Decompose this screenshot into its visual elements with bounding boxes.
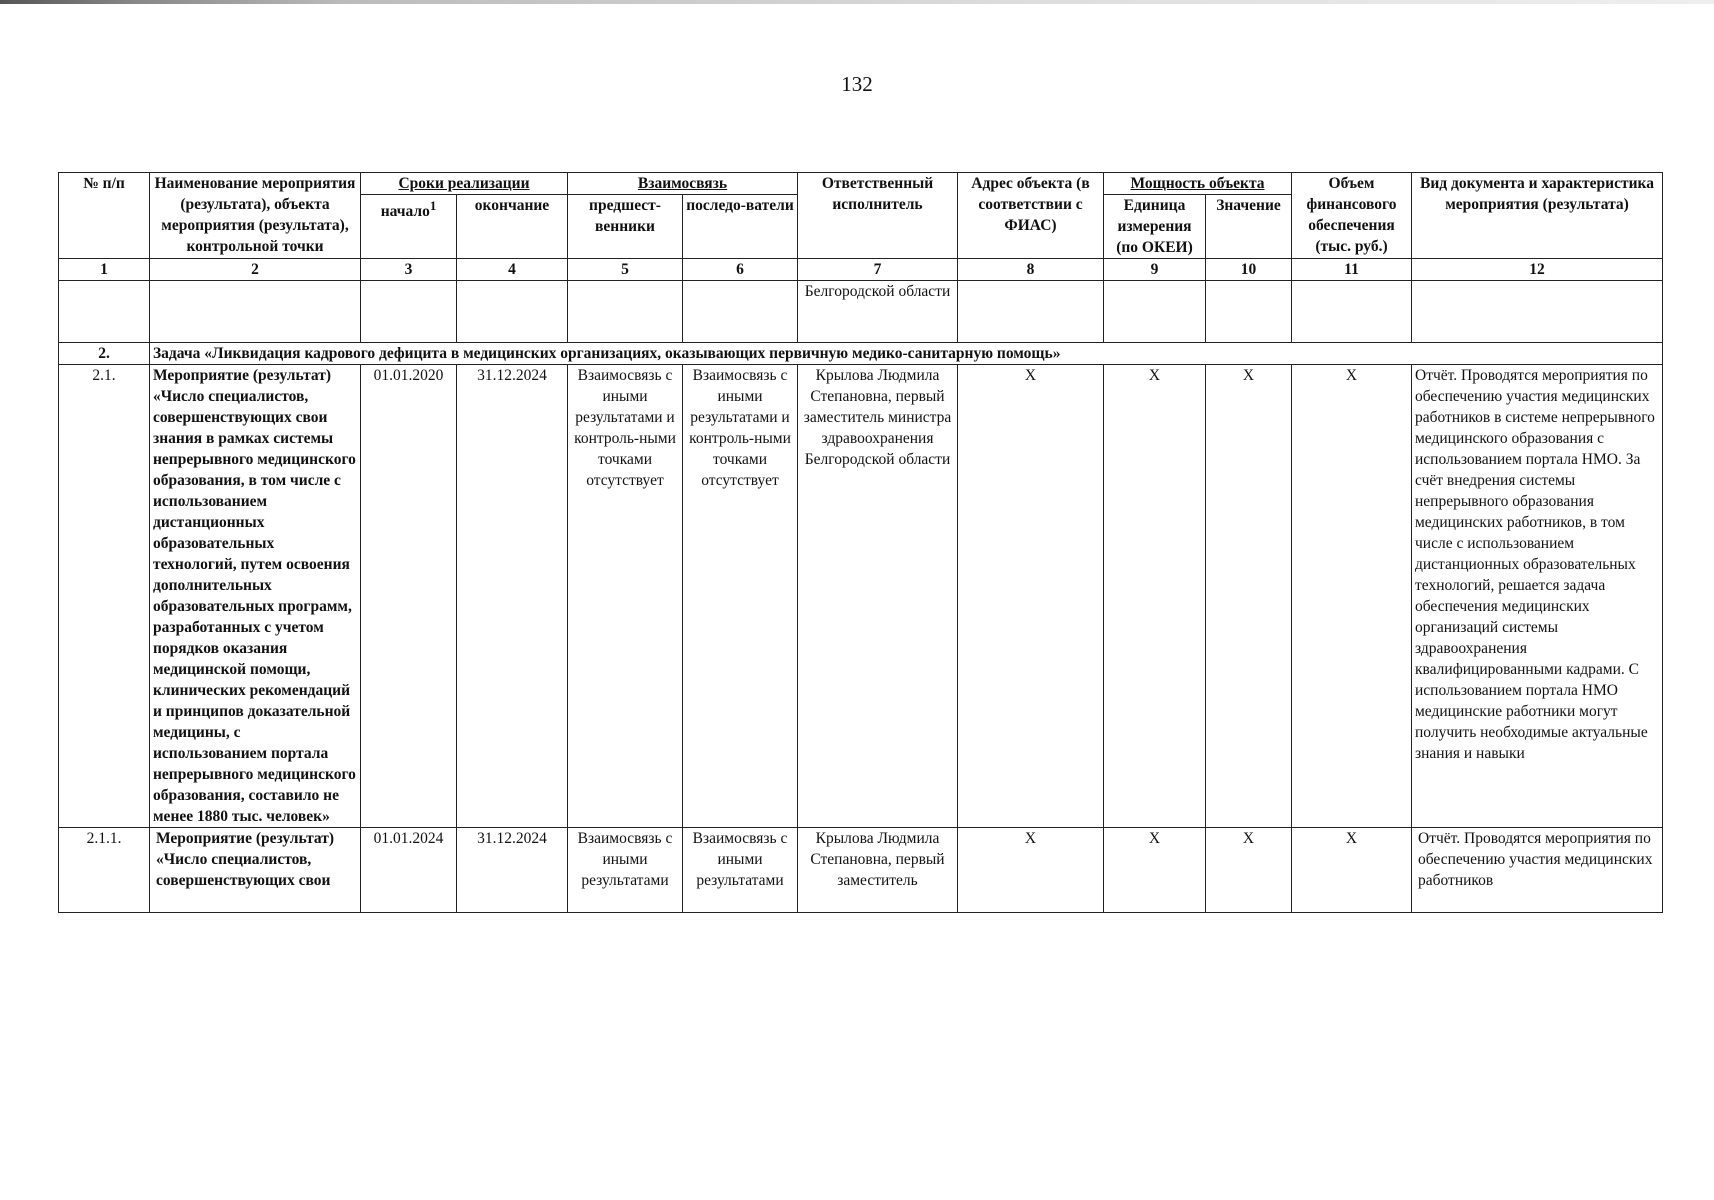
header-doc-type: Вид документа и характеристика мероприятия (результата)	[1412, 173, 1663, 259]
column-number-row	[59, 259, 1663, 281]
activities-table	[58, 172, 1663, 913]
column-number: 8	[958, 259, 1104, 281]
row-successors: Взаимосвязь с иными результатами	[692, 830, 788, 889]
row-document: Отчёт. Проводятся мероприятия по обеспечению участия медицинских работников	[1418, 830, 1653, 889]
header-link-group	[568, 173, 798, 195]
continuation-row	[59, 281, 1663, 343]
row-address: Х	[1024, 830, 1037, 847]
row-document: Отчёт. Проводятся мероприятия по обеспечению участия медицинских работников в системе непрерывного медицинского образования с использованием портала НМО. За счёт внедрения системы непрерывного образования медицинских работников, в том числе с использованием дистанционных образовательных технологий, решается задача обеспечения медицинских организаций системы здравоохранения квалифицированными кадрами. С использованием портала НМО медицинские работники могут получить необходимые актуальные знания и навыки	[1412, 365, 1663, 828]
column-number: 6	[683, 259, 798, 281]
column-number: 1	[59, 259, 150, 281]
header-name: Наименование мероприятия (результата), объекта мероприятия (результата), контрольной точки	[150, 173, 361, 259]
row-unit: Х	[1148, 830, 1161, 847]
header-end: окончание	[457, 195, 568, 259]
column-number: 5	[568, 259, 683, 281]
row-successors: Взаимосвязь с иными результатами и контроль-ными точками отсутствует	[683, 365, 798, 828]
row-start-date: 01.01.2024	[373, 830, 444, 847]
column-number: 7	[798, 259, 958, 281]
row-responsible: Крылова Людмила Степановна, первый заместитель министра здравоохранения Белгородской области	[798, 365, 958, 828]
header-start-label: начало	[380, 203, 430, 221]
header-row-1	[59, 173, 1663, 195]
header-power-label: Мощность объекта	[1130, 175, 1265, 192]
row-finance: Х	[1345, 830, 1358, 847]
column-number: 2	[150, 259, 361, 281]
row-start-date: 01.01.2020	[361, 365, 457, 828]
row-value: Х	[1242, 830, 1255, 847]
header-terms-group	[361, 173, 568, 195]
row-responsible: Крылова Людмила Степановна, первый заместитель	[810, 830, 945, 889]
row-unit: Х	[1104, 365, 1206, 828]
header-address: Адрес объекта (в соответствии с ФИАС)	[958, 173, 1104, 259]
header-start	[361, 195, 457, 259]
row-name: Мероприятие (результат) «Число специалистов, совершенствующих свои знания в рамках системы непрерывного медицинского образования, в том числе с использованием дистанционных образовательных технологий, путем освоения дополнительных образовательных программ, разработанных с учетом порядков оказания медицинской помощи, клинических рекомендаций и принципов доказательной медицины, с использованием портала непрерывного медицинского образования, составило не менее 1880 тыс. человек»	[150, 365, 361, 828]
task-title: Задача «Ликвидация кадрового дефицита в медицинских организациях, оказывающих первичную медико-санитарную помощь»	[150, 343, 1663, 365]
task-number: 2.	[59, 343, 150, 365]
scan-edge	[0, 0, 1714, 4]
header-terms-label: Сроки реализации	[398, 175, 530, 192]
column-number: 12	[1412, 259, 1663, 281]
column-number: 11	[1292, 259, 1412, 281]
row-number: 2.1.	[59, 365, 150, 828]
continuation-responsible: Белгородской области	[798, 281, 958, 343]
header-num: № п/п	[59, 173, 150, 259]
row-predecessors: Взаимосвязь с иными результатами и контроль-ными точками отсутствует	[568, 365, 683, 828]
footnote-mark: 1	[429, 198, 437, 213]
row-address: Х	[958, 365, 1104, 828]
table-row	[59, 365, 1663, 828]
row-value: Х	[1206, 365, 1292, 828]
header-predecessors: предшест-венники	[568, 195, 683, 259]
task-row	[59, 343, 1663, 365]
header-finance: Объем финансового обеспечения (тыс. руб.)	[1292, 173, 1412, 259]
row-predecessors: Взаимосвязь с иными результатами	[577, 830, 673, 889]
header-unit: Единица измерения (по ОКЕИ)	[1104, 195, 1206, 259]
column-number: 9	[1104, 259, 1206, 281]
page-number: 132	[841, 72, 873, 96]
row-name: Мероприятие (результат) «Число специалистов, совершенствующих свои	[156, 830, 335, 889]
column-number: 3	[361, 259, 457, 281]
header-successors: последо-ватели	[683, 195, 798, 259]
row-end-date: 31.12.2024	[477, 830, 547, 847]
header-power-group	[1104, 173, 1292, 195]
table-row	[59, 828, 1663, 913]
header-value: Значение	[1206, 195, 1292, 259]
header-responsible: Ответственный исполнитель	[798, 173, 958, 259]
row-finance: Х	[1292, 365, 1412, 828]
row-end-date: 31.12.2024	[457, 365, 568, 828]
header-link-label: Взаимосвязь	[637, 175, 728, 192]
column-number: 10	[1206, 259, 1292, 281]
column-number: 4	[457, 259, 568, 281]
row-number: 2.1.1.	[86, 830, 122, 847]
